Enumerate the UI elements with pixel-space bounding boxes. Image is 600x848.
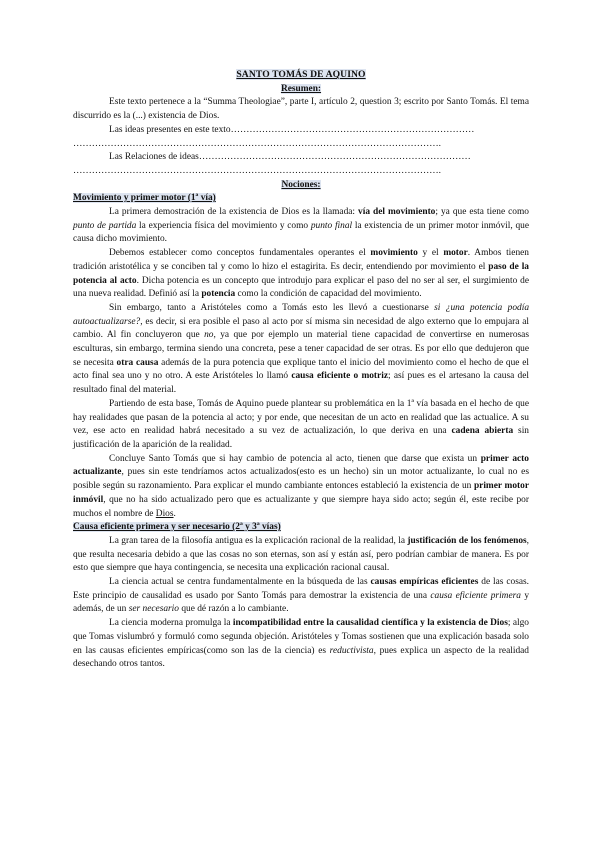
paragraph-causas-empiricas: La ciencia actual se centra fundamentalmente en la búsqueda de las causas empíricas eficientes de las cosas. Este principio de causalidad es usado por Santo Tomás para demostrar la existencia de una causa eficiente primera y además, de un ser necesario que dé razón a lo cambiante.	[73, 577, 530, 615]
paragraph-cadena-abierta: Partiendo de esta base, Tomás de Aquino puede plantear su problemática en la 1ª vía basada en el hecho de que hay realidades que pasan de la potencia al acto; y por ende, que necesitan de un acto en realidad que las actualice. A su vez, ese acto en realidad habrá necesitado a su vez de actualización, lo que deriva en una cadena abierta sin justificación de la aparición de la realidad.	[73, 398, 529, 450]
ideas-dotted-line: ……………………………………………………………………………………………………….	[73, 138, 441, 149]
paragraph-autoactualizarse: Sin embargo, tanto a Aristóteles como a Tomás esto les llevó a cuestionarse si ¿una potencia podía autoactualizarse?, es decir, si era posible el paso al acto por sí misma sin necesidad de algo externo que lo empujara al cambio. Al fin concluyeron que no, ya que por ejemplo un material tiene capacidad de convertirse en numerosas esculturas, sin embargo, termina siendo una concreta, pese a tener capacidad de ser otras. Es por ello que dedujeron que se necesita otra causa además de la pura potencia que explique tanto el inicio del movimiento como el hecho de que el acto final sea uno y no otro. A este Aristóteles lo llamó causa eficiente o motriz; así pues es el artesano la causa del resultado final del material.	[73, 302, 530, 396]
paragraph-conceptos: Debemos establecer como conceptos fundamentales operantes el movimiento y el motor. Ambos tienen tradición aristotélica y se conciben tal y como lo hizo el estagirita. Es decir, entendiendo por movimiento el paso de la potencia al acto. Dicha potencia es un concepto que introdujo para explicar el paso del no ser al ser, el surgimiento de una nueva realidad. Definió así la potencia como la condición de capacidad del movimiento.	[73, 248, 530, 300]
document-title: SANTO TOMÁS DE AQUINO	[236, 69, 366, 80]
paragraph-justificacion: La gran tarea de la filosofía antigua es la explicación racional de la realidad, la justificación de los fenómenos, que resulta necesaria debido a que las cosas no son eternas, son así y están así, pero podrían cambiar de manera. Es por esto que siempre que haya contingencia, se necesita una explicación racional causal.	[73, 535, 530, 574]
paragraph-via-movimiento: La primera demostración de la existencia de Dios es la llamada: vía del movimiento; ya que esta tiene como punto de partida la experiencia física del movimiento y como punto final la existencia de un primer motor inmóvil, que causa dicho movimiento.	[73, 207, 530, 245]
paragraph-ciencia-moderna: La ciencia moderna promulga la incompatibilidad entre la causalidad científica y la existencia de Dios; algo que Tomas vislumbró y formuló como segunda objeción. Aristóteles y Tomas sostienen que una explicación basada solo en las causas eficientes empíricas(como son las de la ciencia) es reductivista, pues explica un aspecto de la realidad desechando otros tantos.	[73, 618, 529, 670]
paragraph-primer-motor: Concluye Santo Tomás que si hay cambio de potencia al acto, tienen que darse que exista un primer acto actualizante, pues sin este tendríamos actos actualizados(esto es un hecho) sin un motor actualizante, lo cual no es posible según su razonamiento. Para explicar el mundo cambiante entonces estableció la existencia de un primer motor inmóvil, que no ha sido actualizado pero que es actualizante y que siempre haya sido acto; según él, este recibe por muchos el nombre de Dios.	[73, 453, 529, 519]
resumen-paragraph: Este texto pertenece a la “Summa Theologiae”, parte I, artículo 2, question 3; escrito por Santo Tomás. El tema discurrido es la (...) existencia de Dios.	[73, 97, 529, 122]
nociones-heading: Nociones:	[281, 179, 321, 190]
document-page	[73, 68, 529, 672]
relaciones-dotted-line: ……………………………………………………………………………………………………….	[73, 165, 441, 176]
ideas-line: Las ideas presentes en este texto……………………………………………………………………	[109, 124, 475, 135]
resumen-heading: Resumen:	[280, 83, 322, 94]
section-heading-primer-motor: Movimiento y primer motor (1ª vía)	[73, 193, 216, 204]
relaciones-line: Las Relaciones de ideas……………………………………………………………………………	[109, 152, 471, 163]
section-heading-causa-eficiente: Causa eficiente primera y ser necesario (2ª y 3ª vías)	[73, 522, 281, 533]
